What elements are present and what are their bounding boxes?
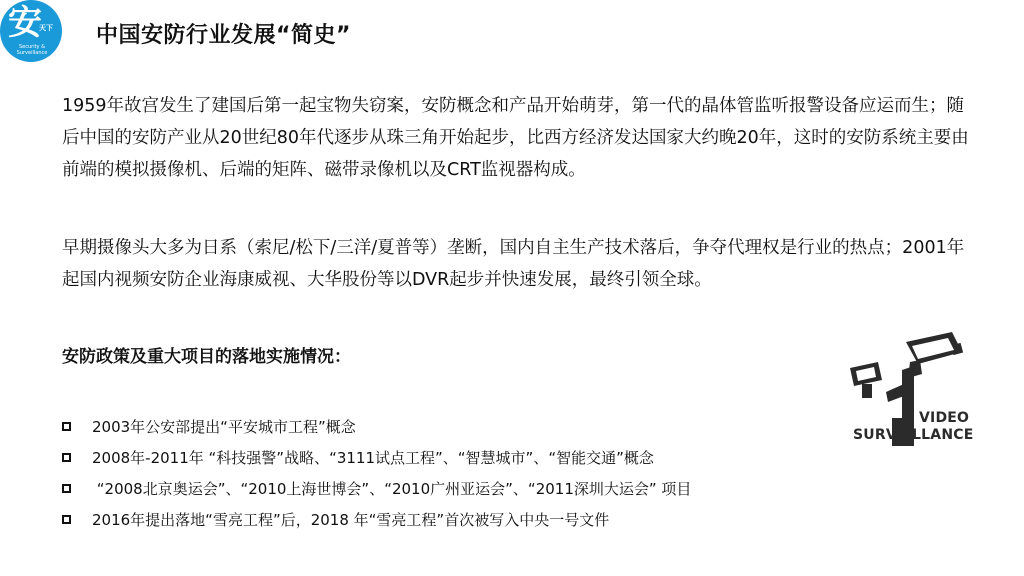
list-item-text: “2008北京奥运会”、“2010上海世博会”、“2010广州亚运会”、“2011深圳大运会” 项目 xyxy=(92,480,692,498)
logo-subtitle: Security & Surveillance xyxy=(16,44,48,56)
list-item-text: 2016年提出落地“雪亮工程”后，2018 年“雪亮工程”首次被写入中央一号文件 xyxy=(92,511,610,529)
logo-small-text: 天下 xyxy=(39,24,53,32)
square-bullet-icon xyxy=(62,422,71,431)
surveillance-label: SURVEILLANCE xyxy=(853,427,974,443)
list-item xyxy=(62,473,842,504)
list-item xyxy=(62,504,842,535)
logo-character: 安 xyxy=(8,3,42,43)
video-label: VIDEO xyxy=(919,410,970,426)
video-surveillance-label xyxy=(853,410,974,444)
intro-paragraph: 1959年故宫发生了建国后第一起宝物失窃案，安防概念和产品开始萌芽，第一代的晶体管监听报警设备应运而生；随后中国的安防产业从20世纪80年代逐步从珠三角开始起步，比西方经济发达国家大约晚20年，这时的安防系统主要由前端的模拟摄像机、后端的矩阵、磁带录像机以及CRT监视器构成。 xyxy=(62,96,969,180)
square-bullet-icon xyxy=(62,515,71,524)
square-bullet-icon xyxy=(62,484,71,493)
brand-logo xyxy=(0,0,62,62)
list-item-text: 2008年-2011年 “科技强警”战略、“3111试点工程”、“智慧城市”、“智能交通”概念 xyxy=(92,449,654,467)
list-item xyxy=(62,411,842,442)
square-bullet-icon xyxy=(62,453,71,462)
list-item xyxy=(62,442,842,473)
policy-list xyxy=(62,411,842,535)
history-paragraph: 早期摄像头大多为日系（索尼/松下/三洋/夏普等）垄断，国内自主生产技术落后，争夺代理权是行业的热点；2001年起国内视频安防企业海康威视、大华股份等以DVR起步并快速发展，最终引领全球。 xyxy=(62,238,965,290)
list-item-text: 2003年公安部提出“平安城市工程”概念 xyxy=(92,418,356,436)
page-title: 中国安防行业发展“简史” xyxy=(96,23,351,48)
section-heading: 安防政策及重大项目的落地实施情况： xyxy=(62,347,351,367)
